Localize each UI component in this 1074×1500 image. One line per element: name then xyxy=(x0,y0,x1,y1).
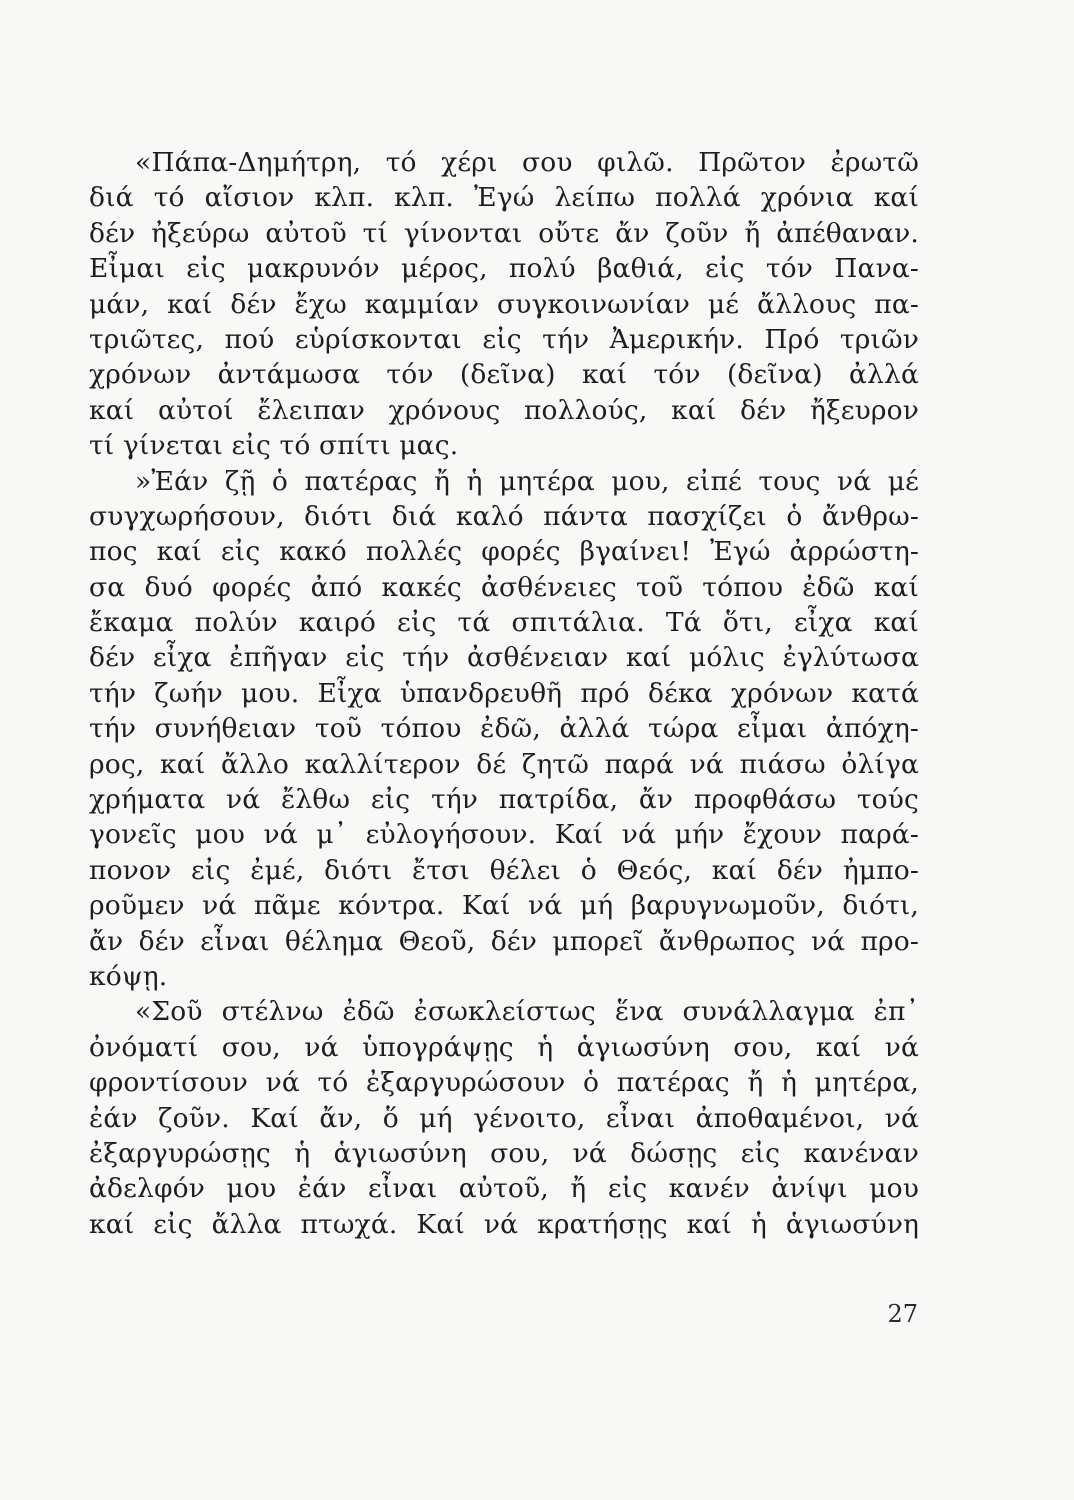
text-line: «Σοῦ στέλνω ἐδῶ ἐσωκλείστως ἕνα συνάλλαγμα ἐπ᾿ xyxy=(135,996,919,1028)
text-line: ροῦμεν νά πᾶμε κόντρα. Καί νά μή βαρυγνωμοῦν, διότι, xyxy=(89,890,919,922)
text-line: ρος, καί ἄλλο καλλίτερον δέ ζητῶ παρά νά πιάσω ὀλίγα xyxy=(89,748,919,780)
text-line: δέν εἶχα ἐπῆγαν εἰς τήν ἀσθένειαν καί μόλις ἐγλύτωσα xyxy=(89,642,919,674)
text-line: ἐξαργυρώσῃς ἡ ἁγιωσύνη σου, νά δώσῃς εἰς κανέναν xyxy=(89,1137,919,1169)
text-line: πος καί εἰς κακό πολλές φορές βγαίνει! Ἐγώ ἀρρώστη- xyxy=(89,536,919,568)
text-line: χρόνων ἀντάμωσα τόν (δεῖνα) καί τόν (δεῖνα) ἀλλά xyxy=(89,359,919,391)
body-text xyxy=(89,145,919,1242)
text-line: «Πάπα-Δημήτρη, τό χέρι σου φιλῶ. Πρῶτον ἐρωτῶ xyxy=(135,147,919,178)
text-line: Εἶμαι εἰς μακρυνόν μέρος, πολύ βαθιά, εἰς τόν Πανα- xyxy=(89,253,919,285)
text-line: κόψῃ. xyxy=(89,960,168,992)
text-line: τριῶτες, πού εὑρίσκονται εἰς τήν Ἀμερικήν. Πρό τριῶν xyxy=(89,323,919,355)
text-line: μάν, καί δέν ἔχω καμμίαν συγκοινωνίαν μέ ἄλλους πα- xyxy=(89,288,919,320)
text-line: ὀνόματί σου, νά ὑπογράψῃς ἡ ἁγιωσύνη σου, καί νά xyxy=(89,1031,919,1063)
text-line: σα δυό φορές ἀπό κακές ἀσθένειες τοῦ τόπου ἐδῶ καί xyxy=(89,571,919,603)
text-line: »Ἐάν ζῇ ὁ πατέρας ἤ ἡ μητέρα μου, εἰπέ τους νά μέ xyxy=(135,465,919,497)
text-line: δέν ἠξεύρω αὐτοῦ τί γίνονται οὔτε ἄν ζοῦν ἤ ἀπέθαναν. xyxy=(89,217,919,249)
page-number: 27 xyxy=(887,1300,918,1328)
text-line: ἄν δέν εἶναι θέλημα Θεοῦ, δέν μπορεῖ ἄνθρωπος νά προ- xyxy=(89,925,919,957)
text-line: χρήματα νά ἔλθω εἰς τήν πατρίδα, ἄν προφθάσω τούς xyxy=(89,784,919,816)
text-line: ἔκαμα πολύν καιρό εἰς τά σπιτάλια. Τά ὅτι, εἶχα καί xyxy=(89,607,919,639)
text-line: γονεῖς μου νά μ᾿ εὐλογήσουν. Καί νά μήν ἔχουν παρά- xyxy=(89,819,919,851)
text-line: πονον εἰς ἐμέ, διότι ἔτσι θέλει ὁ Θεός, καί δέν ἠμπο- xyxy=(89,854,919,886)
text-line: συγχωρήσουν, διότι διά καλό πάντα πασχίζει ὁ ἄνθρω- xyxy=(89,500,919,532)
text-line: τήν ζωήν μου. Εἶχα ὑπανδρευθῆ πρό δέκα χρόνων κατά xyxy=(89,677,919,709)
text-line: καί αὐτοί ἔλειπαν χρόνους πολλούς, καί δέν ἤξευρον xyxy=(89,394,919,426)
text-line: τί γίνεται εἰς τό σπίτι μας. xyxy=(89,430,459,462)
text-line: φροντίσουν νά τό ἐξαργυρώσουν ὁ πατέρας ἤ ἡ μητέρα, xyxy=(89,1067,919,1099)
text-line: ἐάν ζοῦν. Καί ἄν, ὅ μή γένοιτο, εἶναι ἀποθαμένοι, νά xyxy=(89,1102,919,1134)
text-line: διά τό αἴσιον κλπ. κλπ. Ἐγώ λείπω πολλά χρόνια καί xyxy=(89,182,919,214)
text-line: καί εἰς ἄλλα πτωχά. Καί νά κρατήσῃς καί ἡ ἁγιωσύνη xyxy=(89,1208,919,1240)
text-line: ἀδελφόν μου ἐάν εἶναι αὐτοῦ, ἤ εἰς κανέν ἀνίψι μου xyxy=(89,1173,919,1205)
text-line: τήν συνήθειαν τοῦ τόπου ἐδῶ, ἀλλά τώρα εἶμαι ἀπόχη- xyxy=(89,713,919,745)
